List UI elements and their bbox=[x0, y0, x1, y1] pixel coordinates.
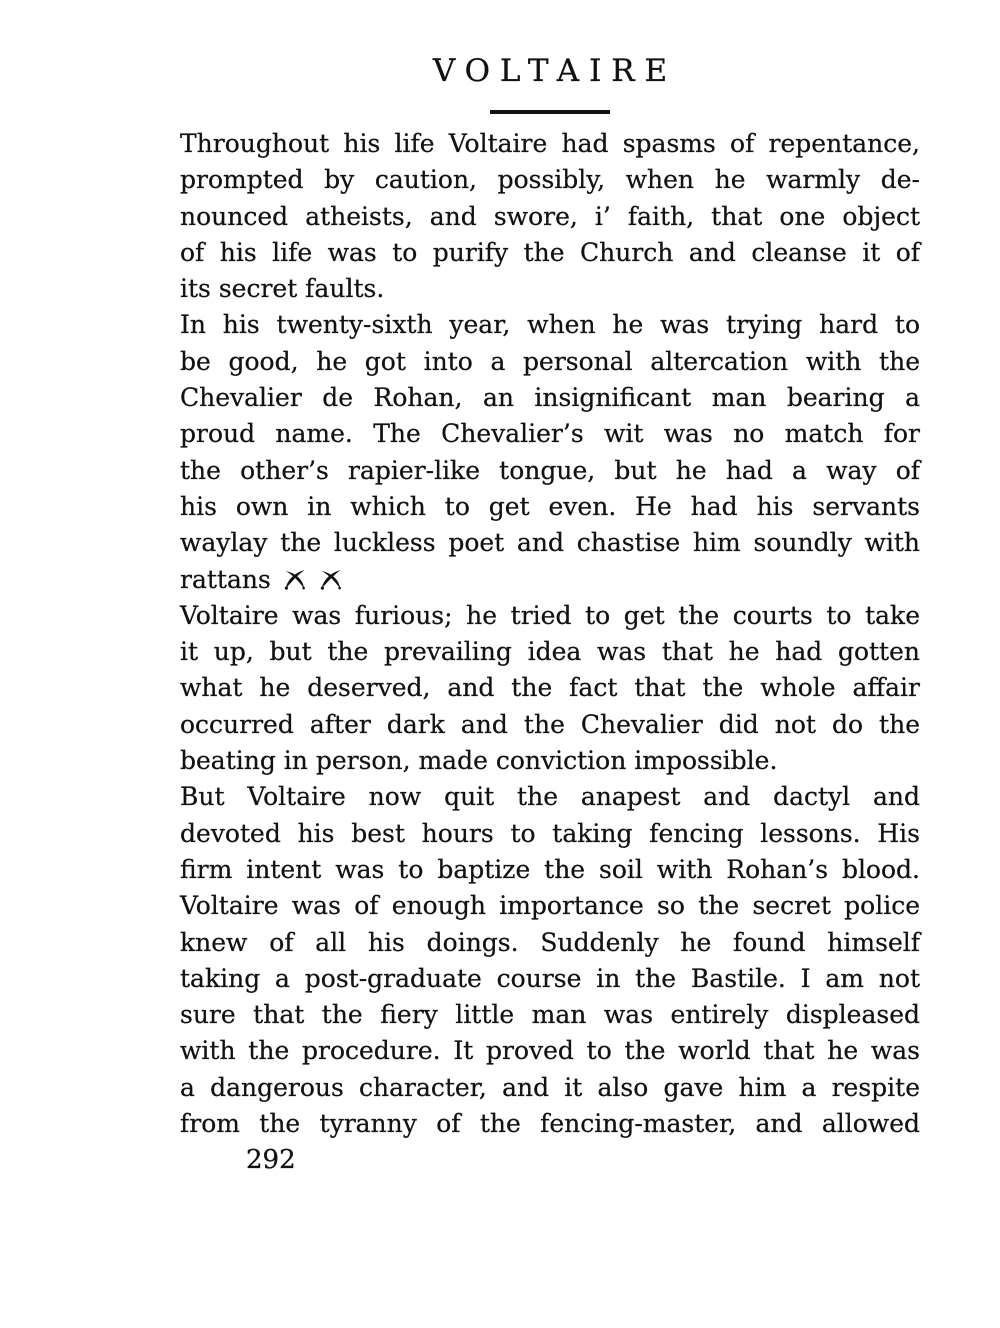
text-line: sure that the fiery little man was entirely displeased bbox=[180, 1000, 920, 1030]
text-line: its secret faults. bbox=[180, 274, 385, 304]
fleuron-ornament-icon bbox=[283, 568, 307, 591]
text-line: beating in person, made conviction impossible. bbox=[180, 746, 778, 776]
text-line: waylay the luckless poet and chastise him soundly with bbox=[180, 528, 920, 558]
body-text-block bbox=[180, 126, 920, 1142]
paragraph bbox=[180, 307, 920, 597]
page-number: 292 bbox=[246, 1145, 296, 1176]
text-line: nounced atheists, and swore, i’ faith, that one object bbox=[180, 201, 920, 231]
text-line: Voltaire was furious; he tried to get the courts to take bbox=[180, 600, 920, 630]
text-line: Throughout his life Voltaire had spasms of repentance, bbox=[180, 129, 920, 158]
text-line: of his life was to purify the Church and cleanse it of bbox=[180, 237, 920, 267]
paragraph bbox=[180, 126, 920, 307]
page-title: VOLTAIRE bbox=[432, 53, 678, 89]
text-line: knew of all his doings. Suddenly he found himself bbox=[180, 927, 920, 957]
text-line: proud name. The Chevalier’s wit was no match for bbox=[180, 419, 920, 449]
text-line: be good, he got into a personal altercation with the bbox=[180, 346, 920, 376]
text-line: firm intent was to baptize the soil with Rohan’s blood. bbox=[180, 854, 920, 884]
text-line: Chevalier de Rohan, an insignificant man bearing a bbox=[180, 383, 920, 413]
text-line: Voltaire was of enough importance so the secret police bbox=[180, 891, 920, 921]
text-line: But Voltaire now quit the anapest and dactyl and bbox=[180, 782, 920, 812]
text-line: a dangerous character, and it also gave him a respite bbox=[180, 1072, 920, 1102]
fleuron-ornament-icon bbox=[319, 568, 343, 591]
text-line: In his twenty-sixth year, when he was trying hard to bbox=[180, 310, 920, 340]
text-line: from the tyranny of the fencing-master, and allowed bbox=[180, 1109, 920, 1139]
text-line: prompted by caution, possibly, when he warmly de- bbox=[180, 165, 920, 195]
text-line: what he deserved, and the fact that the whole affair bbox=[180, 673, 920, 703]
text-column bbox=[180, 0, 920, 1179]
text-line: devoted his best hours to taking fencing lessons. His bbox=[180, 818, 920, 848]
text-line: occurred after dark and the Chevalier did not do the bbox=[180, 709, 920, 739]
text-line: taking a post-graduate course in the Bastile. I am not bbox=[180, 963, 920, 993]
title-divider-rule bbox=[490, 110, 610, 114]
text-line: his own in which to get even. He had his servants bbox=[180, 491, 920, 521]
paragraph bbox=[180, 598, 920, 779]
text-line: with the procedure. It proved to the world that he was bbox=[180, 1036, 920, 1066]
text-line: the other’s rapier-like tongue, but he had a way of bbox=[180, 455, 920, 485]
paragraph bbox=[180, 779, 920, 1142]
text-line: rattans bbox=[180, 562, 920, 598]
text-line: it up, but the prevailing idea was that he had gotten bbox=[180, 637, 920, 667]
